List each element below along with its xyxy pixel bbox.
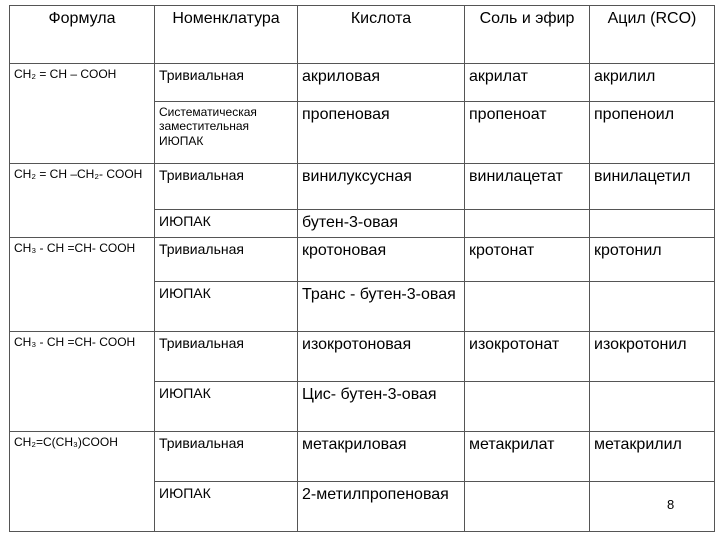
- salt-cell: [465, 282, 590, 332]
- salt-cell: пропеноат: [465, 102, 590, 164]
- formula-cell: CH₂ = CH –CH₂- COOH: [10, 164, 155, 238]
- acid-cell: изокротоновая: [298, 332, 465, 382]
- salt-cell: [465, 382, 590, 432]
- acyl-cell: кротонил: [590, 238, 715, 282]
- nomenclature-cell: ИЮПАК: [155, 482, 298, 532]
- acid-cell: 2-метилпропеновая: [298, 482, 465, 532]
- acyl-cell: метакрилил: [590, 432, 715, 482]
- acyl-cell: [590, 482, 715, 532]
- nomenclature-cell: ИЮПАК: [155, 282, 298, 332]
- salt-cell: акрилат: [465, 64, 590, 102]
- acid-cell: бутен-3-овая: [298, 210, 465, 238]
- acyl-cell: акрилил: [590, 64, 715, 102]
- nomenclature-cell: Тривиальная: [155, 164, 298, 210]
- acyl-cell: [590, 210, 715, 238]
- acid-cell: метакриловая: [298, 432, 465, 482]
- acid-cell: акриловая: [298, 64, 465, 102]
- nomenclature-cell: ИЮПАК: [155, 210, 298, 238]
- nomenclature-cell: Тривиальная: [155, 432, 298, 482]
- header-acyl: Ацил (RCO): [590, 6, 715, 64]
- acyl-cell: [590, 282, 715, 332]
- table-row: [10, 164, 715, 210]
- acid-cell: кротоновая: [298, 238, 465, 282]
- header-nomenclature: Номенклатура: [155, 6, 298, 64]
- nomenclature-cell: Тривиальная: [155, 238, 298, 282]
- nomenclature-cell: Тривиальная: [155, 64, 298, 102]
- salt-cell: [465, 482, 590, 532]
- formula-cell: CH₂ = CH – COOH: [10, 64, 155, 164]
- formula-cell: CH₃ - CH =CH- COOH: [10, 332, 155, 432]
- salt-cell: [465, 210, 590, 238]
- formula-cell: CH₃ - CH =CH- COOH: [10, 238, 155, 332]
- acyl-cell: [590, 382, 715, 432]
- table-row: [10, 332, 715, 382]
- acyl-cell: изокротонил: [590, 332, 715, 382]
- acid-cell: Цис- бутен-3-овая: [298, 382, 465, 432]
- table-row: [10, 432, 715, 482]
- header-row: [10, 6, 715, 64]
- acid-cell: Транс - бутен-3-овая: [298, 282, 465, 332]
- nomenclature-cell: ИЮПАК: [155, 382, 298, 432]
- acyl-cell: винилацетил: [590, 164, 715, 210]
- nomenclature-table: [9, 5, 715, 532]
- table-row: [10, 238, 715, 282]
- salt-cell: изокротонат: [465, 332, 590, 382]
- acyl-cell: пропеноил: [590, 102, 715, 164]
- acid-cell: винилуксусная: [298, 164, 465, 210]
- salt-cell: кротонат: [465, 238, 590, 282]
- table-row: [10, 64, 715, 102]
- nomenclature-cell: Систематическая заместительная ИЮПАК: [155, 102, 298, 164]
- header-formula: Формула: [10, 6, 155, 64]
- header-salt-ester: Соль и эфир: [465, 6, 590, 64]
- header-acid: Кислота: [298, 6, 465, 64]
- nomenclature-cell: Тривиальная: [155, 332, 298, 382]
- salt-cell: винилацетат: [465, 164, 590, 210]
- salt-cell: метакрилат: [465, 432, 590, 482]
- acid-cell: пропеновая: [298, 102, 465, 164]
- formula-cell: CH₂=C(CH₃)COOH: [10, 432, 155, 532]
- page-number: 8: [667, 497, 675, 512]
